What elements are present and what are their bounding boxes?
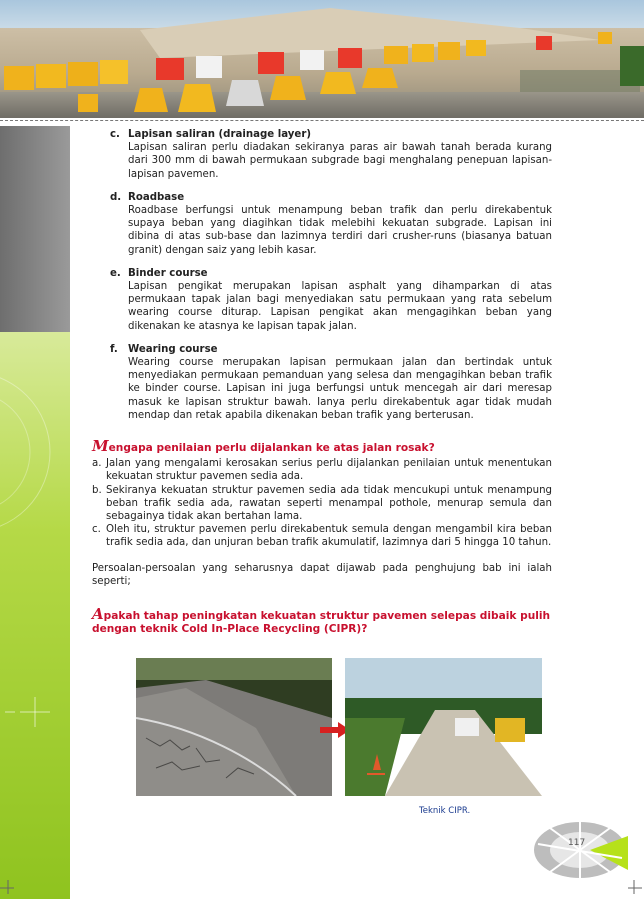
reasons-list xyxy=(92,457,552,549)
section-letter: d. xyxy=(110,191,122,203)
drop-cap: M xyxy=(92,437,109,456)
header-divider xyxy=(0,120,644,121)
banner-barriers xyxy=(0,0,644,118)
figure-caption: Teknik CIPR. xyxy=(419,806,471,816)
sidebar-grey-band xyxy=(0,126,70,332)
section-body: Lapisan pengikat merupakan lapisan asphalt yang dihamparkan di atas permukaan tapak jalan bagi menyediakan satu permukaan yang rata sebelum wearing course diturap. Lapisan pengikat akan mengagihkan beban yang dikenakan ke atasnya ke lapisan tapak jalan. xyxy=(128,281,552,332)
list-text: Jalan yang mengalami kerosakan serius perlu dijalankan penilaian untuk menentukan kekuatan struktur pavemen sedia ada. xyxy=(106,458,552,483)
list-item xyxy=(92,457,552,483)
drop-cap: A xyxy=(92,605,104,624)
section-f xyxy=(110,343,552,422)
cipr-operation-image xyxy=(345,658,542,796)
question-heading-2 xyxy=(92,605,552,636)
photo-cipr-operation xyxy=(345,658,542,796)
header-banner-photo xyxy=(0,0,644,118)
section-letter: e. xyxy=(110,267,121,279)
page-number: 117 xyxy=(568,838,586,848)
list-letter: a. xyxy=(92,458,102,470)
sidebar-decoration xyxy=(0,332,70,899)
section-body: Lapisan saliran perlu diadakan sekiranya paras air bawah tanah berada kurang dari 300 mm di bawah permukaan subgrade bagi menghalang penepuan lapisan-lapisan pavemen. xyxy=(128,142,552,180)
photo-cracked-road xyxy=(136,658,332,796)
list-text: Sekiranya kekuatan struktur pavemen sedia ada tidak mencukupi untuk menampung beban trafik sedia ada, rawatan seperti menampal pothole, menurap semula dan sebagainya tidak akan bertahan lama. xyxy=(106,484,552,523)
main-content xyxy=(92,128,552,637)
closing-paragraph: Persoalan-persoalan yang seharusnya dapat dijawab pada penghujung bab ini ialah seperti; xyxy=(92,562,552,587)
section-d xyxy=(110,191,552,257)
page-wheel-graphic xyxy=(530,814,630,886)
section-title: Binder course xyxy=(128,267,208,279)
section-title: Roadbase xyxy=(128,191,185,203)
list-letter: c. xyxy=(92,524,101,536)
question-text: pakah tahap peningkatan kekuatan struktur pavemen selepas dibaik pulih dengan teknik Cold In-Place Recycling (CIPR)? xyxy=(92,610,551,636)
section-letter: c. xyxy=(110,129,120,140)
section-c xyxy=(110,128,552,181)
section-letter: f. xyxy=(110,343,118,355)
section-title: Wearing course xyxy=(128,343,218,355)
sidebar-green-band xyxy=(0,332,70,899)
list-item xyxy=(92,484,552,524)
crop-mark-icon xyxy=(0,880,14,894)
list-text: Oleh itu, struktur pavemen perlu direkabentuk semula dengan mengambil kira beban trafik sedia ada, dan unjuran beban trafik akumulatif, lazimnya dari 5 hingga 10 tahun. xyxy=(106,524,552,549)
question-heading-1 xyxy=(92,437,552,456)
question-text: engapa penilaian perlu dijalankan ke atas jalan rosak? xyxy=(108,442,435,455)
section-e xyxy=(110,267,552,333)
list-item xyxy=(92,523,552,549)
crop-mark-icon xyxy=(628,880,642,894)
section-body: Wearing course merupakan lapisan permukaan jalan dan bertindak untuk menyediakan permukaan pemanduan yang selesa dan mengagihkan beban trafik ke binder course. Lapisan ini juga berfungsi untuk mencegah air dari meresap masuk ke lapisan struktur bawah. Ianya perlu direkabentuk agar tidak mudah mendap dan retak apabila dikenakan beban trafik yang berterusan. xyxy=(128,357,552,421)
list-letter: b. xyxy=(92,484,102,496)
cracked-road-image xyxy=(136,658,332,796)
section-body: Roadbase berfungsi untuk menampung beban trafik dan perlu direkabentuk supaya beban yang diagihkan tidak melebihi kekuatan subgrade. Lapisan ini dibina di atas sub-base dan lazimnya terdiri dari crusher-runs (biasanya batuan granit) dengan saiz yang lebih kasar. xyxy=(128,205,552,256)
section-title: Lapisan saliran (drainage layer) xyxy=(128,129,312,140)
